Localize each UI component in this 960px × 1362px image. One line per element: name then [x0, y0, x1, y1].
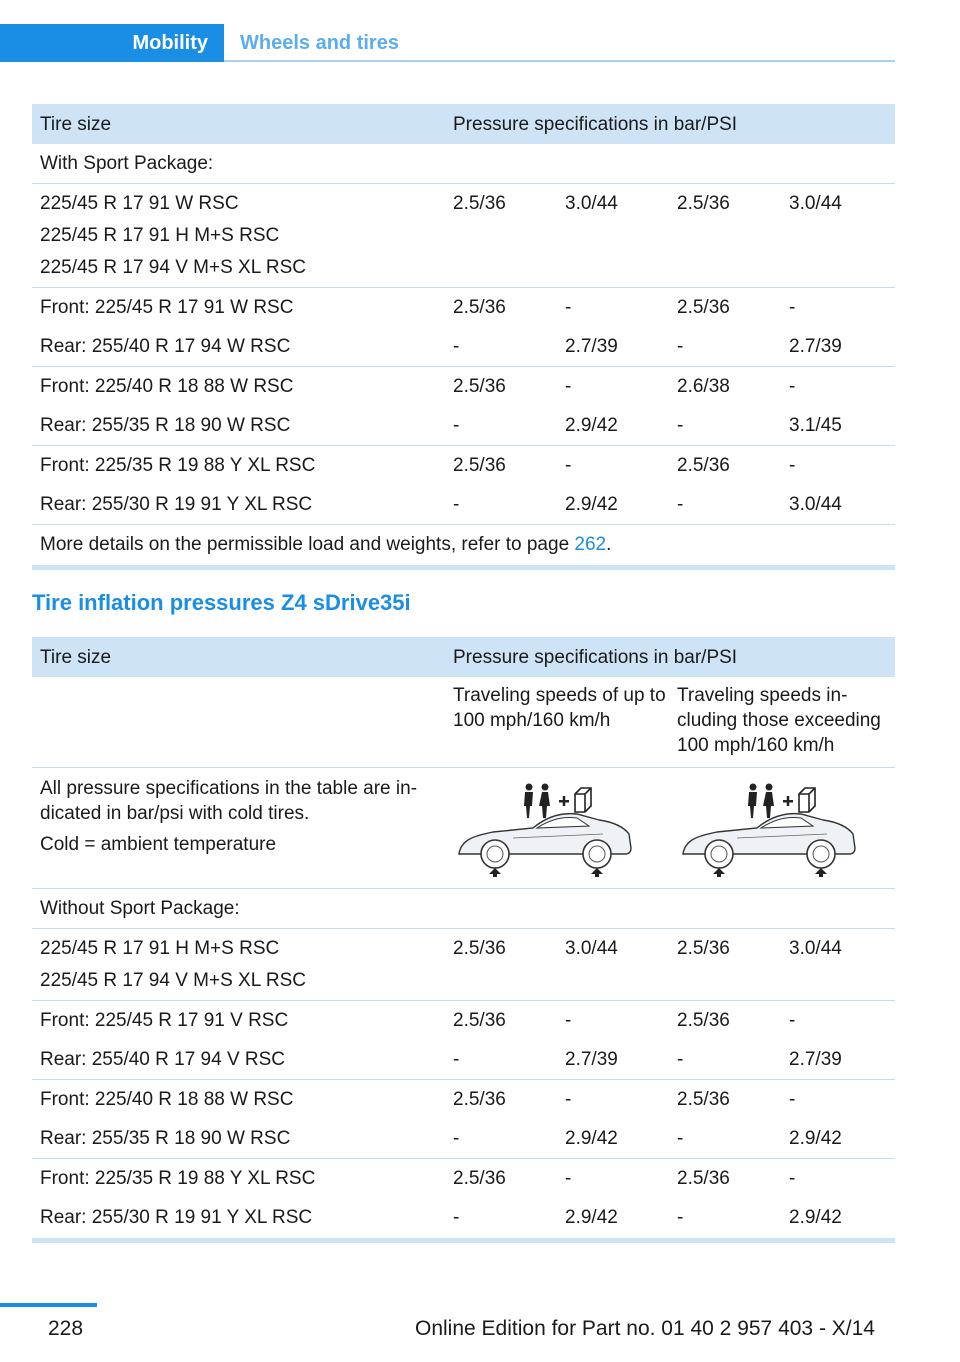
pressure-value: 2.5/36 [677, 1010, 730, 1031]
table-row [32, 367, 895, 446]
front-tire-size: Front: 225/40 R 18 88 W RSC [40, 376, 294, 397]
speed-up-to-100: Traveling speeds of up to 100 mph/160 km/h [453, 685, 666, 731]
cold-definition: Cold = ambient temperature [40, 834, 277, 855]
pressure-value: 2.7/39 [565, 336, 618, 357]
pressure-value: 2.9/42 [789, 1128, 842, 1149]
pressure-value: 2.7/39 [565, 1049, 618, 1070]
table-note-row [32, 525, 895, 565]
pressure-value: 2.5/36 [677, 1089, 730, 1110]
speed-header-row [32, 677, 895, 768]
tire-size: 225/45 R 17 94 V M+S XL RSC [40, 257, 306, 278]
col-header-tire-size: Tire size [40, 647, 112, 668]
pressure-value: - [789, 455, 796, 476]
pressure-value: 2.5/36 [677, 938, 730, 959]
pressure-table-sdrive35i [32, 637, 895, 1243]
table-group-row [32, 144, 895, 184]
page-number: 228 [48, 1317, 84, 1340]
pressure-value: 3.1/45 [789, 415, 842, 436]
pressure-value: - [453, 1207, 460, 1228]
col-header-pressure: Pressure specifications in bar/PSI [453, 114, 738, 135]
pressure-value: - [789, 1010, 796, 1031]
table-row [32, 446, 895, 525]
car-load-icon [677, 782, 867, 878]
table-header [32, 637, 895, 677]
pressure-value: - [453, 415, 460, 436]
col-header-tire-size: Tire size [40, 114, 112, 135]
pressure-value: - [565, 297, 572, 318]
front-tire-size: Front: 225/35 R 19 88 Y XL RSC [40, 1168, 316, 1189]
front-tire-size: Front: 225/40 R 18 88 W RSC [40, 1089, 294, 1110]
table-row [32, 1159, 895, 1238]
tire-size: 225/45 R 17 91 H M+S RSC [40, 225, 280, 246]
pressure-value: - [677, 336, 684, 357]
pressure-value: 2.9/42 [565, 1207, 618, 1228]
pressure-value: 2.7/39 [789, 1049, 842, 1070]
pressure-value: 3.0/44 [565, 938, 618, 959]
table-row [32, 288, 895, 367]
rear-tire-size: Rear: 255/30 R 19 91 Y XL RSC [40, 494, 313, 515]
pressure-value: - [677, 1049, 684, 1070]
pressure-value: - [453, 1049, 460, 1070]
group-label: With Sport Package: [40, 153, 214, 174]
pressure-value: - [453, 336, 460, 357]
rear-tire-size: Rear: 255/30 R 19 91 Y XL RSC [40, 1207, 313, 1228]
page-link[interactable]: 262 [574, 534, 607, 555]
pressure-value: 3.0/44 [789, 193, 842, 214]
pressure-value: - [789, 1168, 796, 1189]
pressure-value: 2.5/36 [453, 455, 506, 476]
front-tire-size: Front: 225/45 R 17 91 W RSC [40, 297, 294, 318]
group-label: Without Sport Package: [40, 898, 240, 919]
header-divider [224, 60, 895, 62]
pressure-value: 2.5/36 [453, 938, 506, 959]
rear-tire-size: Rear: 255/40 R 17 94 W RSC [40, 336, 291, 357]
tire-size: 225/45 R 17 94 V M+S XL RSC [40, 970, 306, 991]
pressure-value: - [453, 494, 460, 515]
speed-over-100: Traveling speeds including those exceeding 100 mph/160 km/h [677, 685, 881, 756]
pressure-value: 2.9/42 [789, 1207, 842, 1228]
page-header [0, 24, 895, 62]
pressure-value: 2.9/42 [565, 494, 618, 515]
pressure-value: - [453, 1128, 460, 1149]
pressure-value: - [565, 455, 572, 476]
table-end-bar [32, 1238, 895, 1243]
pressure-value: - [565, 1089, 572, 1110]
pressure-value: - [789, 376, 796, 397]
edition-footer: Online Edition for Part no. 01 40 2 957 403 - X/14 [415, 1317, 875, 1340]
pressure-value: - [565, 1010, 572, 1031]
rear-tire-size: Rear: 255/35 R 18 90 W RSC [40, 1128, 291, 1149]
pressure-value: 2.5/36 [453, 1168, 506, 1189]
car-load-icon [453, 782, 643, 878]
pressure-value: - [565, 376, 572, 397]
pressure-value: 2.5/36 [453, 297, 506, 318]
pressure-value: 2.9/42 [565, 415, 618, 436]
pressure-value: - [677, 415, 684, 436]
table-row [32, 1080, 895, 1159]
pressure-value: 2.5/36 [453, 1010, 506, 1031]
pressure-value: 2.9/42 [565, 1128, 618, 1149]
pressure-value: - [677, 1207, 684, 1228]
tire-size: 225/45 R 17 91 H M+S RSC [40, 938, 280, 959]
load-note-end: . [606, 534, 612, 555]
pressure-value: 2.5/36 [677, 455, 730, 476]
load-note-text: More details on the permissible load and weights, refer to page [40, 534, 575, 555]
pressure-value: 3.0/44 [565, 193, 618, 214]
table-row [32, 184, 895, 288]
front-tire-size: Front: 225/45 R 17 91 V RSC [40, 1010, 289, 1031]
pressure-value: 2.5/36 [453, 376, 506, 397]
load-note [40, 529, 611, 561]
pressure-value: - [565, 1168, 572, 1189]
table-end-bar [32, 565, 895, 570]
pressure-value: 2.5/36 [453, 193, 506, 214]
header-subsection-link[interactable]: Wheels and tires [240, 32, 399, 54]
table-group-row [32, 889, 895, 929]
pressure-value: 2.5/36 [677, 193, 730, 214]
pressure-value: - [789, 1089, 796, 1110]
section-heading: Tire inflation pressures Z4 sDrive35i [32, 590, 411, 615]
pressure-value: - [677, 1128, 684, 1149]
pressure-value: 2.7/39 [789, 336, 842, 357]
cold-tires-note: All pressure specifications in the table are indicated in bar/psi with cold tires. [40, 778, 418, 824]
pressure-value: 2.5/36 [453, 1089, 506, 1110]
table-header [32, 104, 895, 144]
header-section-tab[interactable]: Mobility [0, 24, 224, 62]
pressure-value: 3.0/44 [789, 938, 842, 959]
pressure-value: 3.0/44 [789, 494, 842, 515]
pressure-value: - [677, 494, 684, 515]
pressure-value: 2.5/36 [677, 1168, 730, 1189]
rear-tire-size: Rear: 255/40 R 17 94 V RSC [40, 1049, 286, 1070]
front-tire-size: Front: 225/35 R 19 88 Y XL RSC [40, 455, 316, 476]
pressure-value: - [789, 297, 796, 318]
pressure-value: 2.5/36 [677, 297, 730, 318]
page-number-bar [0, 1303, 97, 1307]
col-header-pressure: Pressure specifications in bar/PSI [453, 647, 738, 668]
table-row [32, 1001, 895, 1080]
rear-tire-size: Rear: 255/35 R 18 90 W RSC [40, 415, 291, 436]
table-row [32, 929, 895, 1001]
pressure-value: 2.6/38 [677, 376, 730, 397]
pressure-table-sport [32, 104, 895, 570]
info-row [32, 768, 895, 889]
tire-size: 225/45 R 17 91 W RSC [40, 193, 239, 214]
